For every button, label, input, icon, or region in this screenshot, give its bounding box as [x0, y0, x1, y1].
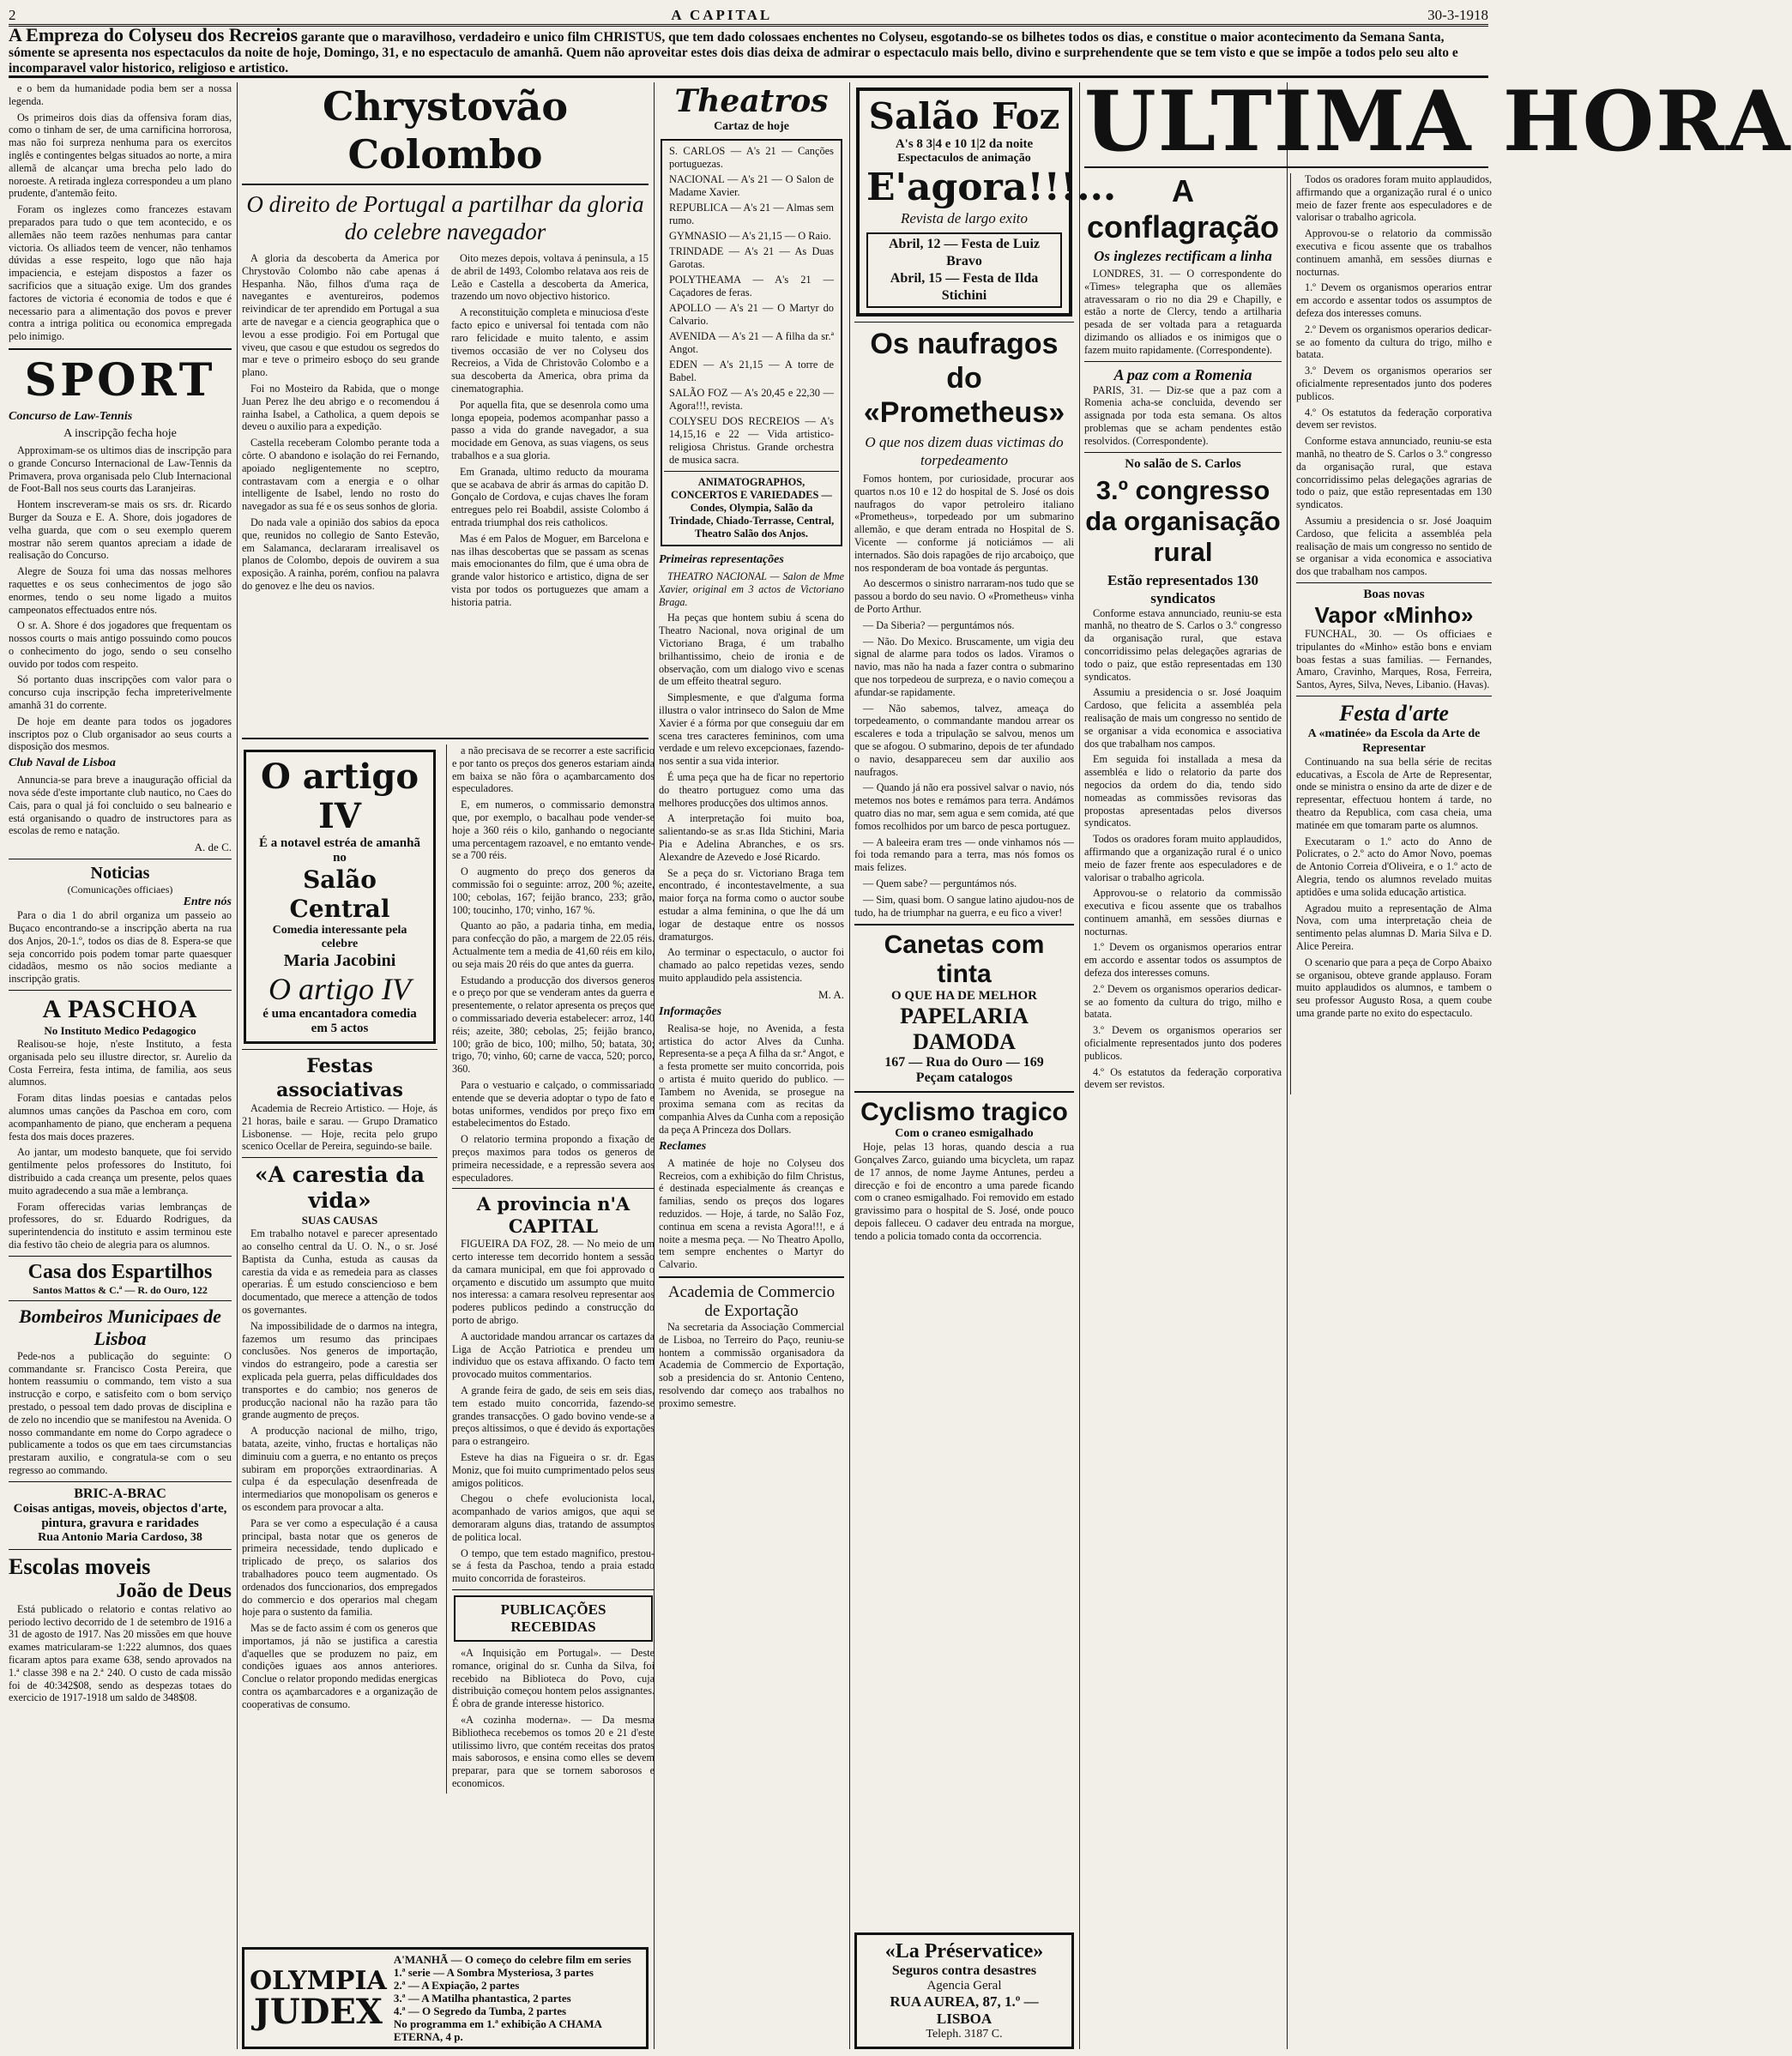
article-paragraph: Ao terminar o espectaculo, o auctor foi chamado ao palco repetidas vezes, sendo muito applaudido pela assistencia.: [659, 946, 844, 984]
banner-text: garante que o maravilhoso, verdadeiro e unico film CHRISTUS, que tem dado colossaes enchentes no Colyseu, esgotando-se os bilhetes todos os dias, e constitue o maior acontecimento da Semana Santa, sómente se apresenta nos espectaculos da noite de hoje, Domingo, 31, e no espectaculo de amanhã. Quem não aproveitar estes dois dias deixa de admirar o espectaculo mais bello, divino e surprehendente que se tem visto e que se impõe a todos pelo seu alto e incomparavel valor historico, religioso e artistico.: [9, 30, 1458, 75]
article-paragraph: Para se ver como a especulação é a causa principal, basta notar que os generos de primeira necessidade, tendo duplicado e triplicado de preço, os salarios dos trabalhadores pouco teem augmentado. Os ordenados dos funccionarios, dos empregados do commercio e dos operarios mal chegam hoje para o sustento da familia.: [242, 1516, 437, 1619]
article-paragraph: Agradou muito a representação de Alma Nova, com uma interpretação cheia de sentimento pelas alumnas D. Maria Silva e D. Alice Pereira.: [1296, 901, 1492, 953]
ad-star: Maria Jacobini: [283, 951, 396, 970]
olympia-judex-ad: [242, 1947, 649, 2049]
salao-foz-times: A's 8 3|4 e 10 1|2 da noite: [895, 137, 1034, 151]
animatographos-listing: ANIMATOGRAPHOS, CONCERTOS E VARIEDADES — Condes, Olympia, Salão da Trindade, Chiado-Terrasse, Central, Theatro Salão dos Anjos.: [668, 476, 835, 540]
canetas-shop: PAPELARIA DAMODA: [900, 1004, 1029, 1055]
festa-arte-headline: Festa d'arte: [1339, 700, 1449, 726]
carestia-subheading: SUAS CAUSAS: [301, 1214, 378, 1227]
article-paragraph: E, em numeros, o commissario demonstra que, por exemplo, o bacalhau pode vender-se hoje a 360 réis o kilo, ganhando o negociante uma percentagem razoavel, e no emtanto vende-se a 700 réis.: [452, 799, 655, 862]
listing-item: GYMNASIO — A's 21,15 — O Raio.: [669, 230, 831, 242]
ultima-hora-left: [1084, 173, 1282, 1094]
tennis-subheading: Concurso de Law-Tennis: [9, 409, 133, 423]
congresso-sub: Estão representados 130 syndicatos: [1107, 571, 1258, 606]
article-paragraph: Approximam-se os ultimos dias de inscripção para o grande Concurso Internacional de Law-Tennis da Primavera, prova organisada pelo Club Internacional de Foot-Ball nos seus courts das Laranjeiras.: [9, 443, 232, 495]
divider: [1084, 361, 1282, 362]
preservatice-phone: Teleph. 3187 C.: [926, 2028, 1003, 2041]
article-paragraph: 2.º Devem os organismos operarios dedicar-se ao fomento da cultura do trigo, milho e batata.: [1296, 323, 1492, 361]
article-paragraph: Todos os oradores foram muito applaudidos, affirmando que a organização rural é o unico meio de fazer frente aos especuladores e de valorisar o trabalho agricola.: [1296, 173, 1492, 224]
ad-line: É a notavel estréa de amanhã no: [259, 836, 420, 865]
article-paragraph: Continuando na sua bella série de recitas educativas, a Escola de Arte de Representar, onde se ministra o ensino da arte de dizer e de representar, effectuou hontem á tarde, no theatro da Republica, com casa cheia, uma matinée em que tomaram parte os alumnos.: [1296, 755, 1492, 831]
article-paragraph: Foram os inglezes como francezes estavam preparados para tudo o que tem acontecido, e os allemães não teem razões nenhumas para cantar victoria. Os alliados teem de vencer, não tenhamos dúvidas a esse respeito, logo que não haja impaciencia, e estejam dispostos a fazer os sacrificios que a situação exige. Um dos grandes factores de victoria é economia de todos e que é necessario para a alimentação dos povos e prever contra a intriga politica ou economica empregada pelo inimigo.: [9, 203, 232, 343]
episode-line: 3.ª — A Matilha phantastica, 2 partes: [393, 1992, 571, 2005]
article-paragraph: Realisa-se hoje, no Avenida, a festa artistica do actor Alves da Cunha. Representa-se a peça A filha da sr.ª Angot, e a festa promette ser muito concorrida, pois o artista é muito querido do publico. — Tambem no Avenida, se prosegue na proxima semana com as recitas da companhia Alves da Cunha com a reposição da peça A Princeza dos Dollars.: [659, 1022, 844, 1137]
scarlos-heading: No salão de S. Carlos: [1125, 456, 1241, 471]
ad-venue: Salão Central: [289, 865, 390, 923]
divider: [242, 1049, 437, 1050]
divider: [242, 184, 649, 185]
column-rule: [237, 82, 238, 2049]
listing-item: NACIONAL — A's 21 — O Salon de Madame Xavier.: [669, 173, 834, 198]
festas-heading: Festas associativas: [276, 1055, 403, 1101]
canetas-catalog: Peçam catalogos: [915, 1070, 1013, 1086]
divider: [659, 1276, 844, 1278]
colombo-headline: Chrystovão Colombo: [322, 83, 569, 178]
article-paragraph: Do nada vale a opinião dos sabios da epoca que, reunidos no collegio de Santo Estevão, em Salamanca, declararam irrealisavel os planos de Colombo, depois de ouvirem a sua exposição. A rainha, porém, confiou na palavra do genovez e lhe deu os navios.: [242, 516, 439, 592]
reclames-heading: Reclames: [659, 1139, 707, 1153]
paschoa-subheading: No Instituto Medico Pedagogico: [44, 1024, 196, 1038]
article-paragraph: Todos os oradores foram muito applaudidos, affirmando que a organização rural é o unico meio de fazer frente aos especuladores e de valorisar o trabalho agricola.: [1084, 833, 1282, 883]
vapor-minho-headline: Vapor «Minho»: [1314, 601, 1474, 628]
bric-a-brac-title: BRIC-A-BRAC: [74, 1486, 166, 1501]
preservatice-sub: Seguros contra desastres: [891, 1963, 1037, 1978]
listing-item: AVENIDA — A's 21 — A filha da sr.ª Angot.: [669, 330, 834, 355]
article-paragraph: — Não. Do Mexico. Bruscamente, um vigia deu signal de alarme para todos os lados. Viramos o navio, mas não ha nada a fazer contra o submarino que nos torpedeou de surpreza, e o navio começou a afundar-se rapidamente.: [854, 635, 1074, 698]
bric-a-brac-text: Coisas antigas, moveis, objectos d'arte, pintura, gravura e raridades: [13, 1501, 227, 1530]
listing-item: APOLLO — A's 21 — O Martyr do Calvario.: [669, 302, 834, 327]
colombo-subheadline: O direito de Portugal a partilhar da gloria do celebre navegador: [246, 191, 644, 244]
article-paragraph: — Sim, quasi bom. O sangue latino ajudou-nos de tudo, ha de triumphar na guerra, e eu fico a viver!: [854, 893, 1074, 919]
cyclismo-subheadline: Com o craneo esmigalhado: [895, 1127, 1034, 1141]
divider: [1084, 452, 1282, 453]
article-paragraph: FIGUEIRA DA FOZ, 28. — No meio de um certo interesse tem decorrido hontem a sessão da camara municipal, em que foi approvado o orçamento e discutido um assumpto que muito nos interessa: a camara resolveu representar aos poderes publicos pedindo a construcção do porto de abrigo.: [452, 1238, 655, 1327]
academia-heading: Academia de Commercio de Exportação: [667, 1283, 836, 1321]
listing-item: COLYSEU DOS RECREIOS — A's 14,15,16 e 22 — Vida artistico-religiosa Christus. Grande orchestra de musica sacra.: [669, 415, 834, 466]
banner-lead: A Empreza do Colyseu dos Recreios: [9, 24, 299, 45]
column-rule: [1079, 82, 1080, 2049]
article-paragraph: Na impossibilidade de o darmos na integra, fazemos um resumo das principaes conclusões. Nos generos de importação, vindos do estrangeiro, pode a carestia ser explicada pela guerra, pelas difficuldades dos transportes e do cambio; nos generos de producção nacional não ha razão para tão grande augmento de preços.: [242, 1319, 437, 1421]
cyclismo-headline: Cyclismo tragico: [860, 1098, 1068, 1127]
sport-heading: SPORT: [24, 353, 216, 407]
naufragos-headline: Os naufragos do «Prometheus»: [863, 328, 1065, 429]
preservatice-address: RUA AUREA, 87, 1.º — LISBOA: [890, 1993, 1039, 2027]
article-paragraph: O sr. A. Shore é dos jogadores que frequentam os nossos courts o mais antigo possuindo como poucos o conhecimento do jogo, sendo o seu conselho ouvido por todos com respeito.: [9, 619, 232, 670]
page-number: 2: [9, 7, 16, 23]
article-paragraph: «A Inquisição em Portugal». — Deste romance, original do sr. Cunha da Silva, foi recebido na Biblioteca do Povo, cuja distribuição começou hontem pelos assignantes. É obra de grande interesse historico.: [452, 1647, 655, 1710]
divider: [854, 924, 1074, 926]
episode-line: 4.ª — O Segredo da Tumba, 2 partes: [393, 2005, 567, 2017]
salao-foz-date: Abril, 15 — Festa de Ilda Stichini: [890, 271, 1039, 303]
article-paragraph: Para o vestuario e calçado, o commissariado entende que se deveria adoptar o typo de fato e botas uniformes, vendidos por preço fixo em estabelecimentos do Estado.: [452, 1078, 655, 1130]
olympia-footer: No programma em 1.ª exhibição A CHAMA ETERNA, 4 p.: [393, 2017, 602, 2043]
article-paragraph: Conforme estava annunciado, reuniu-se esta manhã, no theatro de S. Carlos o 3.º congresso da organisação rural, que estava concorridissimo pelas delegações agrarias de todo o paiz, que estão representadas em 130 syndicatos.: [1084, 606, 1282, 683]
ad-title: O artigo IV: [260, 757, 419, 836]
canetas-sub: O QUE HA DE MELHOR: [890, 989, 1038, 1004]
article-paragraph: Por aquella fita, que se desenrola como uma longa epopeia, podemos acompanhar passo a passo a vida do grande navegador, a sua mocidade em Genova, as suas viagens, os seus trabalhos e a sua gloria.: [451, 398, 649, 461]
article-paragraph: Na secretaria da Associação Commercial de Lisboa, no Terreiro do Paço, reuniu-se hontem a commissão organisadora da Academia de Commercio de Exportação, sob a presidencia do sr. Antonio Centeno, resolvendo dar começo aos trabalhos no proximo semestre.: [659, 1321, 844, 1409]
article-paragraph: FUNCHAL, 30. — Os officiaes e tripulantes do «Minho» estão bons e enviam boas festas a suas familias. — Fernandes, Amaro, Cravinho, Marques, Rosa, Ferreira, Santos, Ayres, Silva, Neves, Libanio. (Havas).: [1296, 627, 1492, 691]
divider: [242, 738, 649, 739]
colombo-article-body: [242, 252, 649, 733]
left-subcolumn: [242, 745, 437, 1794]
author-signature: A. de C.: [194, 841, 232, 854]
episode-line: 1.ª serie — A Sombra Mysteriosa, 3 partes: [393, 1966, 594, 1979]
divider: [854, 322, 1074, 323]
divider: [9, 1256, 232, 1257]
divider: [452, 1589, 655, 1590]
article-paragraph: O scenario que para a peça de Corpo Abaixo se organisou, obteve grande applauso. Foram muito applaudidos os alumnos, e tambem o seu professor Augusto Rosa, a quem coube uma grande parte no exito do espectaculo.: [1296, 956, 1492, 1020]
divider: [242, 1157, 437, 1158]
salao-foz-title: Salão Foz: [868, 95, 1060, 137]
primeiras-heading: Primeiras representações: [659, 553, 784, 566]
bric-a-brac-address: Rua Antonio Maria Cardoso, 38: [38, 1530, 202, 1544]
article-paragraph: THEATRO NACIONAL — Salon de Mme Xavier, original em 3 actos de Victoriano Braga.: [659, 570, 844, 608]
article-paragraph: Ao jantar, um modesto banquete, que foi servido gentilmente pelos professores do Instituto, foi distribuido a cada creança um presente, pelos quaes muito agradecendo a sua mãe a lembrança.: [9, 1146, 232, 1197]
divider: [1296, 582, 1492, 583]
article-paragraph: a não precisava de se recorrer a este sacrificio e por tanto os preços dos generos estariam ainda em baixa se não fôra o açambarcamento dos especuladores.: [452, 745, 655, 795]
preservatice-title: «La Préservatice»: [884, 1940, 1044, 1963]
episode-line: 2.ª — A Expiação, 2 partes: [393, 1979, 520, 1992]
issue-date: 30-3-1918: [1427, 7, 1488, 23]
article-paragraph: Oito mezes depois, voltava á peninsula, a 15 de abril de 1493, Colombo relatava aos reis de Leão e Castella a descoberta da America, trazendo um novo objectivo historico.: [451, 252, 649, 303]
divider: [9, 348, 232, 350]
article-paragraph: Assumiu a presidencia o sr. José Joaquim Cardoso, que felicita a assembléa pela realisação de mais um congresso no sentido de se organisar a vida economica e associativa dos que trabalham nos campos.: [1084, 686, 1282, 750]
article-paragraph: A interpretação foi muito boa, salientando-se as sr.as Ilda Stichini, Maria Pia e Adelina Abranches, e os srs. Alexandre de Azevedo e José Ricardo.: [659, 812, 844, 863]
listing-item: POLYTHEAMA — A's 21 — Caçadores de feras.: [669, 274, 834, 298]
carestia-heading: «A carestia da vida»: [255, 1162, 425, 1214]
divider: [9, 1300, 232, 1301]
preservatice-ad: [854, 1932, 1074, 2049]
salao-foz-sub: Espectaculos de animação: [897, 152, 1031, 165]
article-paragraph: Pede-nos a publicação do seguinte: O commandante sr. Francisco Costa Pereira, que hontem reassumiu o commando, tem visto a sua instrucção e corpo, e satisfeito com o bom serviço prestado, o pessoal tem dado provas de disciplina e de zelo no incendio que se manifestou na Avenida. O nosso commandante em nome do Corpo agradece o publicamente a todos os que em taes circumstancias prestaram auxilio, e congratula-se com o seu regresso ao commando.: [9, 1349, 232, 1476]
judex-name: JUDEX: [253, 1991, 383, 2032]
entre-nos-heading: Entre nós: [183, 895, 232, 909]
olympia-name: OLYMPIA: [250, 1965, 387, 1996]
article-paragraph: — Da Siberia? — perguntámos nós.: [863, 618, 1015, 631]
listing-item: SALÃO FOZ — A's 20,45 e 22,30 — Agora!!!, revista.: [669, 387, 834, 412]
listing-item: TRINDADE — A's 21 — As Duas Garotas.: [669, 245, 834, 270]
divider: [854, 1091, 1074, 1093]
article-paragraph: Castella receberam Colombo perante toda a côrte. O abandono e isolação do rei Fernando, apoiado negligentemente no sceptro, contrastavam com a energia e o olhar intelligente de Isabel, lendo no rosto do navegador as sua fé e os seus sonhos de gloria.: [242, 437, 439, 513]
publicacoes-heading: PUBLICAÇÕES RECEBIDAS: [454, 1595, 653, 1642]
article-paragraph: 1.º Devem os organismos operarios entrar em accordo e assentar todos os assumptos de defeza dos interesses comuns.: [1296, 281, 1492, 319]
article-paragraph: — Não sabemos, talvez, ameaça do torpedeamento, o commandante mandou arrear os escaleres e toda a tripulação se salvou, menos um que se afogou. O submarino, depois de ter afundado o navio, desappareceu sem dar auxilio aos naufragos.: [854, 702, 1074, 778]
column-3: [659, 82, 844, 2049]
article-paragraph: Estudando a producção dos diversos generos e o preço por que se venderam antes da guerra e presentemente, o relator apresenta os preços que o commissariado deveria estabelecer: arroz, 140 réis; azeite, 380; cebolas, 25; feijão branco, 100; grão de bico, 100; milho, 50; batata, 30; trigo, 70; vinho, 60; carne de vacca, 520; porco, 360.: [452, 974, 655, 1076]
article-paragraph: Para o dia 1 do abril organiza um passeio ao Buçaco encontrando-se a inscripção aberta na rua dos Anjos, 20-1.º, todos os dias de 8. Espera-se que seja concorrido pois podem tomar parte quaesquer cidadãos, mesmo os não socios mediante a inscripção gratis.: [9, 909, 232, 986]
article-paragraph: A matinée de hoje no Colyseu dos Recreios, com a exhibição do film Christus, é destinada especialmente ás creanças e familias, sendo os preços dos logares reduzidos. — Hoje, á tarde, no Salão Foz, continua em scena a revista Agora!!!, e á noite a mesma peça. — No Theatro Apollo, tem sempre enchentes o Martyr do Calvario.: [659, 1156, 844, 1271]
column-5: [1084, 73, 1792, 2049]
article-paragraph: Quanto ao pão, a padaria tinha, em media, para confecção do pão, a margem de 22.05 réis. Actualmente tem a media de 41,60 réis em kilo, ou seja mais 20 réis do que antes da guerra.: [452, 919, 655, 970]
article-paragraph: Realisou-se hoje, n'este Instituto, a festa organisada pelo seu illustre director, sr. Aurelio da Costa Ferreira, festa intima, de familia, aos seus alumnos.: [9, 1038, 232, 1088]
article-paragraph: Chegou o chefe evolucionista local, acompanhado de varios amigos, que aqui se demoraram alguns dias, tratando de assumptos de politica local.: [452, 1492, 655, 1543]
article-paragraph: e o bem da humanidade podia bem ser a nossa legenda.: [9, 82, 232, 107]
romenia-headline: A paz com a Romenia: [1113, 365, 1252, 383]
article-paragraph: Fomos hontem, por curiosidade, procurar aos quartos n.os 10 e 12 do hospital de S. José os dois naufragos do vapor petroleiro italiano «Prometheus», torpedeado por um submarino allemão, e que deram entrada no Hospital de S. Vicente — conforme já noticiámos — ali internados. São dois rapagões de rijo arcaboiço, que nos responderam de boa vontade ás perguntas.: [854, 473, 1074, 574]
ultima-hora-headline: ULTIMA HORA: [1084, 73, 1792, 170]
naufragos-subheadline: O que nos dizem duas victimas do torpedeamento: [865, 434, 1064, 468]
escolas-heading: Escolas moveis: [9, 1553, 151, 1579]
article-paragraph: Está publicado o relatorio e contas relativo ao periodo lectivo decorrido de 1 de setembro de 1916 a 31 de agosto de 1917. Nas 20 missões em que houve exames matricularam-se 1:222 alumnos, dos quaes ficaram aptos para exame 638, sendo aprovados na 1.ª classe 398 e na 2.ª 240. O custo de cada missão foi de 40:342$08, sendo as despezas totaes do exercicio de 1917-1918 um saldo de 348$08.: [9, 1602, 232, 1704]
article-paragraph: Alegre de Souza foi uma das nossas melhores raquettes e os seus conhecimentos de jogo são enormes, tendo o seu nome ligado a muitos campeonatos effectuados entre nós.: [9, 565, 232, 616]
preservatice-agency: Agencia Geral: [926, 1979, 1002, 1993]
article-paragraph: — Quem sabe? — perguntámos nós.: [863, 877, 1017, 889]
article-paragraph: Mas é em Palos de Moguer, em Barcelona e nas ilhas descobertas que se passam as scenas mais emocionantes do film, que é uma obra de grande valor historico e artistico, digna de ser vista por todos os portuguezes que amam a historia patria.: [451, 532, 649, 608]
article-paragraph: A producção nacional de milho, trigo, batata, azeite, vinho, fructas e hortaliças não diminuiu com a guerra, e no entanto os preços subiram em proporções extraordinarias. A culpa é da especulação desenfreada de intermediarios que monopolisam os generos e os escondem para provocar a alta.: [242, 1425, 437, 1513]
article-paragraph: O tempo, que tem estado magnifico, prestou-se á festa da Paschoa, tendo a praia estado muito concorrida de forasteiros.: [452, 1547, 655, 1585]
article-paragraph: A auctoridade mandou arrancar os cartazes da Liga de Acção Patriotica e prendeu um individuo que os estava affixando. O facto tem provocado muitos commentarios.: [452, 1329, 655, 1381]
cartaz-subheading: Cartaz de hoje: [714, 120, 789, 133]
column-2: [242, 82, 655, 2049]
conflagracao-sub: Os inglezes rectificam a linha: [1094, 248, 1272, 264]
divider: [9, 1549, 232, 1550]
article-paragraph: Simplesmente, e que d'alguma forma illustra o valor intrinseco do Salon de Mme Xavier é a fórma por que conseguiu dar em scena tres caracteres femininos, com uma verdade e um relevo excepcionaes, fazendo-nos sentir a sua vida interior.: [659, 691, 844, 768]
article-paragraph: O relatorio termina propondo a fixação de preços maximos para todos os generos de primeira necessidade, e a repressão severa aos especuladores.: [452, 1133, 655, 1184]
article-paragraph: «A cozinha moderna». — Da mesma Bibliotheca recebemos os tomos 20 e 21 d'este utilissimo livro, que contém receitas dos pratos mais saborosos, e ensina como elles se devem preparar, para que se tornem saborosos e economicos.: [452, 1714, 655, 1789]
canetas-title: Canetas com tinta: [884, 931, 1045, 989]
escolas-subheading: João de Deus: [116, 1579, 232, 1602]
bombeiros-heading: Bombeiros Municipaes de Lisboa: [19, 1305, 221, 1349]
article-paragraph: Annuncia-se para breve a inauguração official da nova séde d'este importante club nautico, no Caes do Cais, para o qual já foi concluido o seu balneario e está organisando o quadro de instructores para as escolas de remo e natação.: [9, 774, 232, 837]
espartilhos-ad-address: Santos Mattos & C.ª — R. do Ouro, 122: [33, 1283, 208, 1296]
ad-line: Comedia interessante pela celebre: [272, 924, 407, 950]
article-paragraph: Approvou-se o relatorio da commissão executiva e ficou assente que os trabalhos continuem amanhã, em sessões diurnas e nocturnas.: [1296, 227, 1492, 278]
newspaper-title: A CAPITAL: [671, 7, 773, 23]
divider: [664, 471, 839, 472]
article-paragraph: Hontem inscreveram-se mais os srs. dr. Ricardo Burger da Souza e E. A. Shore, dois jogadores de velha guarda, que com o seu exemplo querem mostrar não serem quantos apreciam a idade de realisação do Concurso.: [9, 498, 232, 562]
article-paragraph: Só portanto duas inscripções com valor para o concurso cuja inscripção fecha impreterivelmente amanhã 31 do corrente.: [9, 673, 232, 712]
salao-foz-ad: [856, 87, 1117, 317]
salao-foz-date: Abril, 12 — Festa de Luiz Bravo: [889, 237, 1040, 268]
article-paragraph: De hoje em deante para todos os jogadores inscriptos poz o Club organisador ao seus courts a disposição dos mesmos.: [9, 714, 232, 753]
article-paragraph: Os primeiros dois dias da offensiva foram dias, como o tinham de ser, de uma carnificina horrorosa, mas não foi surpreza nenhuma para os exercitos inglês e contingentes belgas situados ao norte, a mira allemã de alcançar uma brecha pelo lado do noroeste. A retirada ingleza correspondeu a um plano prudente, d'antemão feito.: [9, 111, 232, 200]
divider: [452, 1188, 655, 1189]
article-paragraph: Assumiu a presidencia o sr. José Joaquim Cardoso, que felicita a assembléa pela realisação de mais um congresso no sentido de se organisar a vida economica e associativa dos que trabalham nos campos.: [1296, 514, 1492, 578]
ad-line: é uma encantadora comedia em 5 actos: [262, 1007, 417, 1035]
article-paragraph: Em trabalho notavel e parecer apresentado ao conselho central da U. O. N., o sr. José Baptista da Cunha, estuda as causas da carestia da vida e as remedeia para as classes operarias. É um estudo consciencioso e bem documentado, que merece a attenção de todos os governantes.: [242, 1227, 437, 1316]
article-paragraph: Executaram o 1.º acto do Anno de Policrates, o 2.º acto do Amor Novo, poemas de Antonio Correia d'Oliveira, e o 1.º acto de Alegria, tendo os alumnos revelado muitas aptidões e uma solida educação artistica.: [1296, 835, 1492, 898]
article-paragraph: Foi no Mosteiro da Rabida, que o monge Juan Perez lhe deu abrigo e o recomendou á rainha Isabel, a Catholica, a quem depois se deveu o auxilio para a expedição.: [242, 382, 439, 433]
ultima-hora-right: [1290, 173, 1492, 1094]
column-4: [854, 82, 1117, 2049]
article-paragraph: Approvou-se o relatorio da commissão executiva e ficou assente que os trabalhos continuem amanhã, em sessões diurnas e nocturnas.: [1084, 887, 1282, 938]
article-paragraph: 4.º Os estatutos da federação corporativa devem ser revistos.: [1084, 1065, 1282, 1091]
article-paragraph: Em seguida foi installada a mesa da assembléa e lido o relatorio da parte dos negocios da ordem do dia, tendo sido nomeadas as commissões revisoras das propostas apresentadas pelos diversos syndicatos.: [1084, 753, 1282, 829]
article-paragraph: LONDRES, 31. — O correspondente do «Times» telegrapha que os allemães atravessaram o rio no dia 29 e Chapilly, e estão a norte de Clercy, tendo a artilharia pesada de ser voltada para a retaguarda dizimando os alliados e os inimigos que o fazem muito rapidamente. (Correspondente).: [1084, 268, 1282, 356]
noticias-subheading: (Comunicações officiaes): [67, 883, 173, 896]
article-paragraph: 3.º Devem os organismos operarios ser oficialmente representados junto dos poderes publicos.: [1084, 1024, 1282, 1062]
article-paragraph: Ha peças que hontem subiu á scena do Theatro Nacional, nova original de um Victoriano Braga, é um trabalho brilhantissimo, cheio de ironia e de observação, com um dialogo vivo e scenas de um effeito theatral seguro.: [659, 612, 844, 688]
informacoes-heading: Informações: [659, 1004, 722, 1018]
article-paragraph: Ao descermos o sinistro narraram-nos tudo que se passou a bordo do seu navio. O «Prometheus» vinha de Porto Arthur.: [854, 577, 1074, 615]
espartilhos-ad-title: Casa dos Espartilhos: [27, 1260, 213, 1283]
provincia-heading: A provincia n'A CAPITAL: [476, 1193, 631, 1238]
right-subcolumn: [446, 745, 655, 1794]
article-paragraph: Foram offerecidas varias lembranças de professores, do sr. Eduardo Rodrigues, da superintendencia do instituto e assim terminou este dia festivo tão cheio de alegria para os alumnos.: [9, 1200, 232, 1251]
article-paragraph: Esteve ha dias na Figueira o sr. dr. Egas Moniz, que foi muito cumprimentado pelos seus amigos politicos.: [452, 1451, 655, 1489]
noticias-heading: Noticias: [90, 864, 150, 883]
divider: [9, 1481, 232, 1482]
article-paragraph: Academia de Recreio Artistico. — Hoje, ás 21 horas, baile e sarau. — Grupo Dramatico Lisbonense. — Hoje, recita pelo grupo scenico Ocellar de Pereira, seguindo-se baile.: [242, 1102, 437, 1153]
listing-item: REPUBLICA — A's 21 — Almas sem rumo.: [669, 202, 834, 226]
festa-arte-sub: A «matinée» da Escola da Arte de Representar: [1307, 727, 1481, 755]
salao-foz-show: E'agora!!!...: [866, 166, 1117, 209]
article-paragraph: A gloria da descoberta da America por Chrystovão Colombo não cabe apenas á Hespanha. Não, filhos d'uma raça de navegantes e aventureiros, podemos reivindicar de ter aprendido em Portugal a sua arte de navegar e a ciencia geographica que o levou a esse prodigio. Foi em Portugal que viveu, que casou e que estudou os segredos do mar e teve o primeiro esboço do seu grande plano.: [242, 252, 439, 379]
canetas-address: 167 — Rua do Ouro — 169: [884, 1055, 1044, 1070]
article-paragraph: A reconstituição completa e minuciosa d'este facto epico e universal foi tentada com não raro felicidade e muito talento, e assim tivemos occasião de ver no Colyseu dos Recreios, a Vida de Christovão Colombo e a sua descoberta da America, obra prima da cinematographia.: [451, 306, 649, 395]
paschoa-heading: A PASCHOA: [42, 995, 198, 1024]
salao-foz-revista: Revista de largo exito: [900, 210, 1029, 226]
article-paragraph: 3.º Devem os organismos operarios ser oficialmente representados junto dos poderes publicos.: [1296, 365, 1492, 402]
article-paragraph: Conforme estava annunciado, reuniu-se esta manhã, no theatro de S. Carlos o 3.º congresso da organisação rural, que estava concorridissimo pelas delegações agrarias de todo o paiz, que estão representadas em 130 syndicatos.: [1296, 435, 1492, 511]
congresso-headline: 3.º congresso da organisação rural: [1085, 474, 1281, 567]
ad-title-repeat: O artigo IV: [268, 972, 411, 1006]
column-1: [9, 82, 232, 2049]
listing-item: S. CARLOS — A's 21 — Canções portuguezas.: [669, 145, 834, 170]
article-paragraph: 2.º Devem os organismos operarios dedicar-se ao fomento da cultura do trigo, milho e batata.: [1084, 982, 1282, 1021]
colyseu-banner-ad: [9, 24, 1488, 78]
article-paragraph: Foram ditas lindas poesias e cantadas pelos alumnos umas canções da Paschoa em coro, com acompanhamento de piano, que encheram a pequena festa dos mais doces prazeres.: [9, 1092, 232, 1143]
article-paragraph: O augmento do preço dos generos da commissão foi o seguinte: arroz, 200 %; azeite, 100; cebolas, 167; feijão branco, 233; grão, 100; toucinho, 170; vinho, 167 %.: [452, 865, 655, 916]
naval-club-heading: Club Naval de Lisboa: [9, 757, 116, 770]
article-paragraph: Em Granada, ultimo reducto da mourama que se acabava de abrir ás armas do capitão D. Gonçalo de Cordova, e cujas chaves lhe foram entregues pelo rei Boabdil, assiste Colombo á entrada triumphal dos reis catholicos.: [451, 465, 649, 528]
article-paragraph: — A baleeira eram tres — onde vinhamos nós — foi toda remando para a terra, mas nós fomos os mais felizes.: [854, 835, 1074, 874]
article-paragraph: Se a peça do sr. Victoriano Braga tem encontrado, é incontestavelmente, a sua maior força na forma como o auctor soube estudar a alma feminina, o que lhe dá um logar de destaque entre os nossos dramaturgos.: [659, 866, 844, 943]
canetas-ad: [854, 931, 1074, 1086]
article-paragraph: A grande feira de gado, de seis em seis dias, tem estado muito concorrida, fazendo-se grandes transacções. O gado bovino vende-se a preços altissimos, o que é devido ás exportações para o estrangeiro.: [452, 1384, 655, 1448]
article-paragraph: 4.º Os estatutos da federação corporativa devem ser revistos.: [1296, 406, 1492, 431]
article-paragraph: PARIS, 31. — Diz-se que a paz com a Romenia acha-se concluida, devendo ser assignada por toda esta semana. Os altos problemas que se acham pendentes estão resolvidos. (Correspondente).: [1084, 383, 1282, 447]
author-signature: M. A.: [818, 987, 844, 1001]
article-paragraph: 1.º Devem os organismos operarios entrar em accordo e assentar todos os assumptos de defeza dos interesses comuns.: [1084, 941, 1282, 980]
salao-central-ad: [244, 750, 436, 1044]
conflagracao-headline: A conflagração: [1086, 173, 1280, 244]
cartaz-listing: [661, 139, 842, 546]
article-paragraph: — Quando já não era possivel salvar o navio, nós metemos nos botes e remámos para terra. Andámos quatro dias no mar, sem agua e sem comida, até que fomos recolhidos por um barco de pesca portuguez.: [854, 781, 1074, 832]
olympia-headline: A'MANHÃ — O começo do celebre film em series: [393, 1953, 631, 1966]
theatros-heading: Theatros: [674, 83, 829, 119]
inscription-heading: A inscripção fecha hoje: [63, 426, 177, 440]
boas-novas: Boas novas: [1363, 587, 1425, 601]
article-paragraph: Hoje, pelas 13 horas, quando descia a rua Gonçalves Zarco, guiando uma bicycleta, um rapaz de 17 annos, de nome Jayme Antunes, perdeu a direcção e foi de encontro a uma parede ficando com o craneo esmigalhado. Foi removido em estado gravissimo para o hospital de S. José, onde pouco depois falleceu. O cadaver deu entrada na morgue, tendo a policia tomado conta da occorrencia.: [854, 1141, 1074, 1242]
column-rule: [849, 82, 850, 2049]
article-paragraph: Mas se de facto assim é com os generos que importamos, já não se justifica a carestia d'aquelles que se produzem no paiz, em condições iguaes aos annos anteriores. Conclue o relator propondo medidas energicas contra os açambarcadores e a organização de cooperativas de consumo.: [242, 1622, 437, 1710]
divider: [9, 990, 232, 991]
listing-item: EDEN — A's 21,15 — A torre de Babel.: [669, 359, 834, 383]
article-paragraph: É uma peça que ha de ficar no repertorio do theatro portuguez como uma das melhores producções dos ultimos annos.: [659, 770, 844, 809]
